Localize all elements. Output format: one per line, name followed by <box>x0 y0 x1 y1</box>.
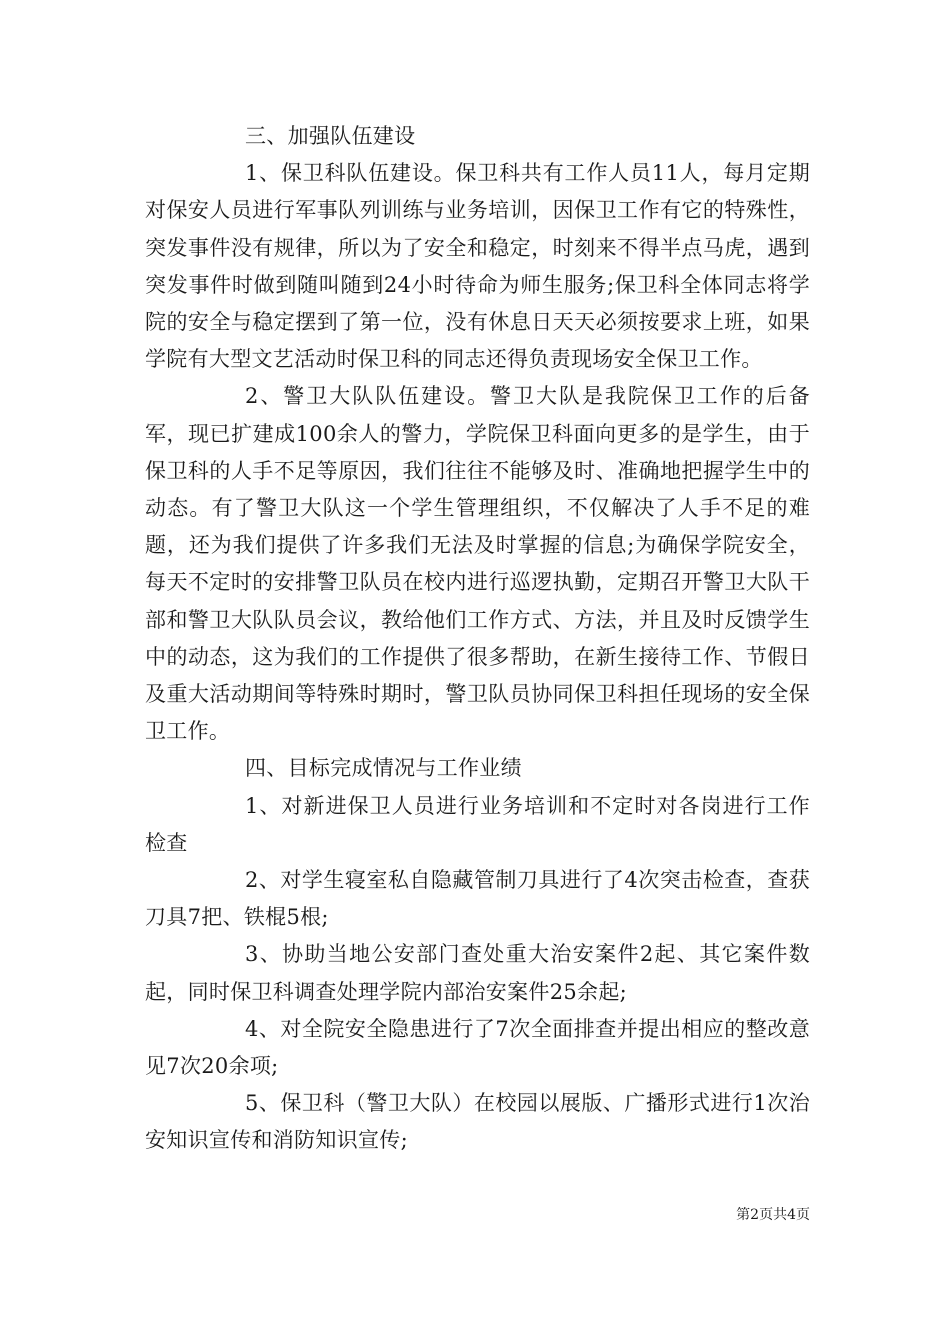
paragraph-guard-brigade-team: 2、警卫大队队伍建设。警卫大队是我院保卫工作的后备军，现已扩建成100余人的警力，学院保卫科面向更多的是学生，由于保卫科的人手不足等原因，我们往往不能够及时、准确地把握学生中的动态。有了警卫大队这一个学生管理组织，不仅解决了人手不足的难题，还为我们提供了许多我们无法及时掌握的信息;为确保学院安全，每天不定时的安排警卫队员在校内进行巡逻执勤，定期召开警卫大队干部和警卫大队队员会议，教给他们工作方式、方法，并且及时反馈学生中的动态，这为我们的工作提供了很多帮助，在新生接待工作、节假日及重大活动期间等特殊时期时，警卫队员协同保卫科担任现场的安全保卫工作。 <box>145 384 810 744</box>
list-item-training-inspection: 1、对新进保卫人员进行业务培训和不定时对各岗进行工作检查 <box>145 793 810 855</box>
list-item-hazard-check: 4、对全院安全隐患进行了7次全面排查并提出相应的整改意见7次20余项; <box>145 1016 810 1079</box>
list-item-publicity: 5、保卫科（警卫大队）在校园以展版、广播形式进行1次治安知识宣传和消防知识宣传; <box>145 1091 810 1153</box>
section-heading-goals-achievements: 四、目标完成情况与工作业绩 <box>245 756 522 781</box>
section-heading-team-building: 三、加强队伍建设 <box>245 124 416 148</box>
document-body <box>145 118 810 1160</box>
list-item-dorm-inspection: 2、对学生寝室私自隐藏管制刀具进行了4次突击检查，查获刀具7把、铁棍5根; <box>145 868 810 930</box>
list-item-police-cases: 3、协助当地公安部门查处重大治安案件2起、其它案件数起，同时保卫科调查处理学院内部治安案件25余起; <box>145 942 810 1004</box>
paragraph-security-section-team: 1、保卫科队伍建设。保卫科共有工作人员11人，每月定期对保安人员进行军事队列训练与业务培训，因保卫工作有它的特殊性，突发事件没有规律，所以为了安全和稳定，时刻来不得半点马虎，遇到突发事件时做到随叫随到24小时待命为师生服务;保卫科全体同志将学院的安全与稳定摆到了第一位，没有休息日天天必须按要求上班，如果学院有大型文艺活动时保卫科的同志还得负责现场安全保卫工作。 <box>145 161 810 372</box>
page-number-footer: 第2页共4页 <box>736 1207 810 1223</box>
